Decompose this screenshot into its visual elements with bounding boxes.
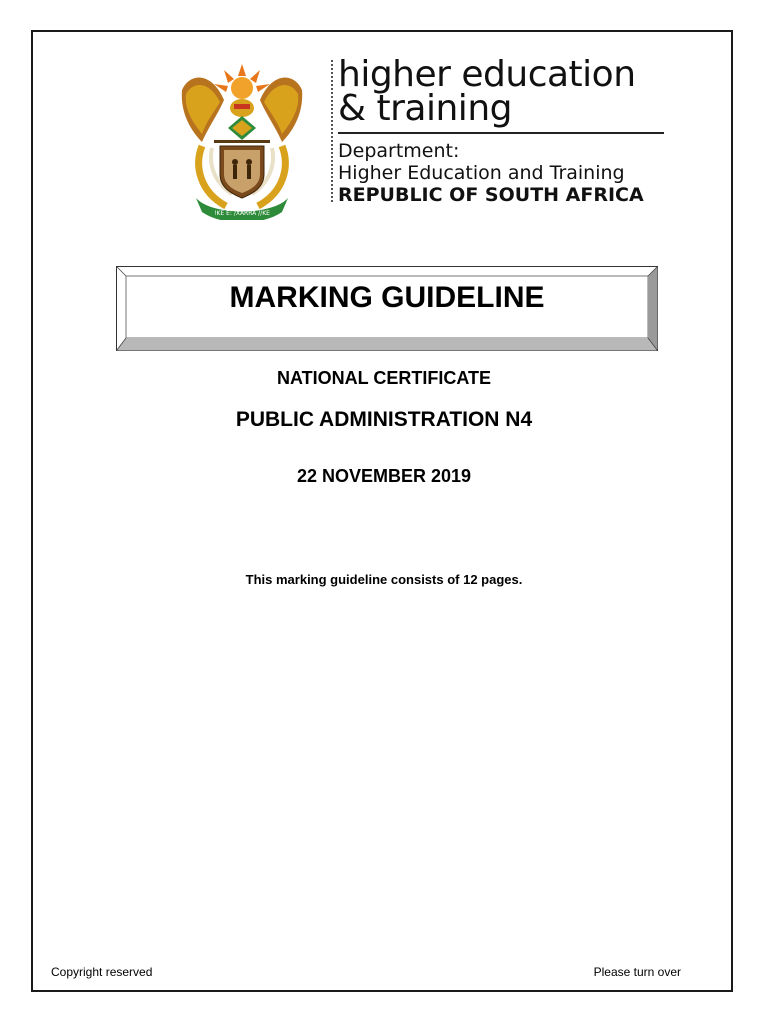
brand-line-2: & training [338, 88, 512, 129]
footer-turn-over: Please turn over [593, 965, 681, 979]
certificate-label: NATIONAL CERTIFICATE [277, 368, 491, 388]
country-name: REPUBLIC OF SOUTH AFRICA [338, 184, 644, 206]
logo-divider [331, 60, 333, 202]
department-label: Department: [338, 140, 460, 162]
brand-rule [338, 132, 664, 134]
department-block [338, 140, 644, 206]
document-title: MARKING GUIDELINE [229, 281, 545, 314]
coat-of-arms-icon [172, 62, 312, 220]
brand-title [338, 54, 636, 129]
brand-line-1: higher education [338, 54, 636, 95]
title-box [116, 266, 658, 351]
footer-copyright: Copyright reserved [51, 965, 153, 979]
subject-title: PUBLIC ADMINISTRATION N4 [235, 408, 533, 431]
exam-date: 22 NOVEMBER 2019 [296, 466, 472, 486]
page-count-note: This marking guideline consists of 12 pages. [245, 572, 523, 587]
department-name: Higher Education and Training [338, 162, 625, 184]
emblem-motto: !KE E: /XARRA //KE [214, 210, 270, 217]
